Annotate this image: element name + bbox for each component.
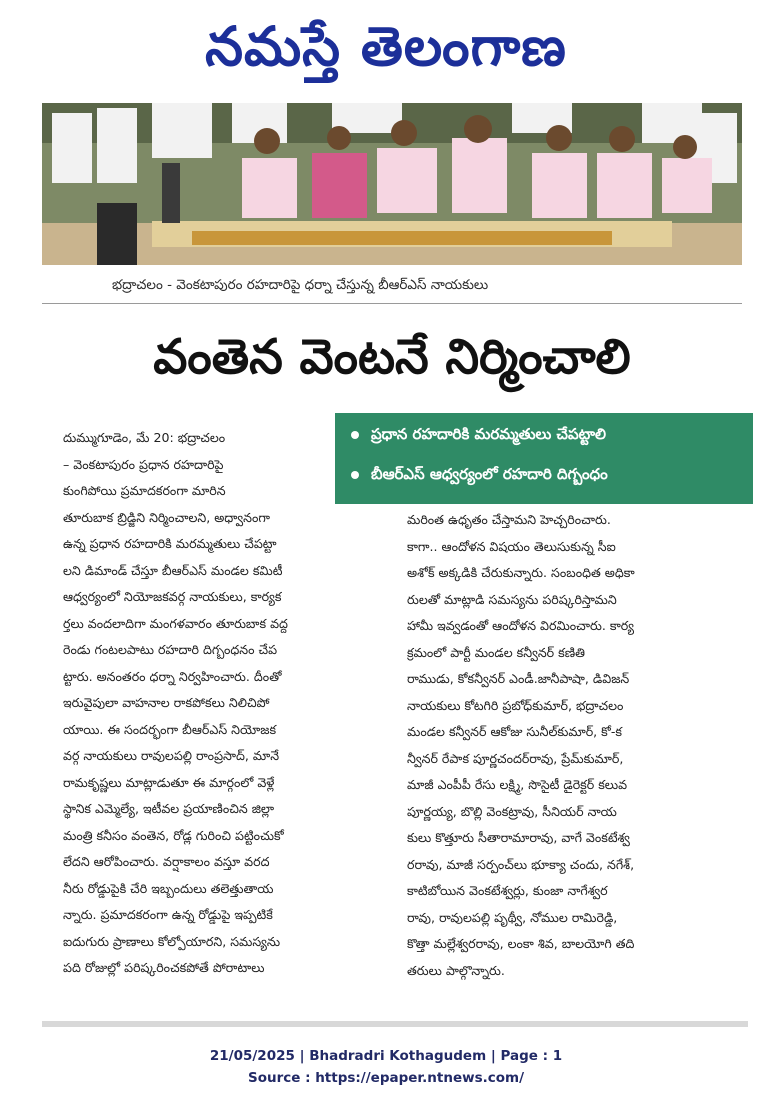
protest-photo-illustration [42, 103, 742, 265]
column1-line: తూరుబాక బ్రిడ్జిని నిర్మించాలని, అధ్వానంగా [63, 509, 270, 525]
column1-line: రామకృష్ణలు మాట్లాడుతూ ఈ మార్గంలో వెళ్లే [63, 774, 275, 790]
column1-line: – వెంకటాపురం ప్రధాన రహదారిపై [63, 456, 224, 472]
column1-line: ట్టారు. అనంతరం ధర్నా నిర్వహించారు. దీంతో [63, 668, 282, 684]
bullet-icon [351, 431, 359, 439]
subhead-1 [351, 425, 606, 447]
column2-line: క్రమంలో పార్టీ మండల కన్వీనర్ కణితి [407, 644, 585, 660]
page-footer [0, 1045, 772, 1089]
column2-line: మరింత ఉధృతం చేస్తామని హెచ్చరించారు. [407, 512, 611, 527]
column2-line: కాగా.. ఆందోళన విషయం తెలుసుకున్న సీఐ [407, 538, 616, 554]
column1-line: న్నారు. ప్రమాదకరంగా ఉన్న రోడ్డుపై ఇప్పటికే [63, 907, 273, 922]
column2-line: కులు కొత్తూరు సీతారామారావు, వాగే వెంకటేశ్వ [407, 830, 630, 845]
column1-line: పది రోజుల్లో పరిష్కరించకపోతే పోరాటాలు [63, 960, 265, 975]
column2-line: రులతో మాట్లాడి సమస్యను పరిష్కరిస్తామని [407, 591, 617, 607]
caption-divider [42, 303, 742, 304]
column1-line: ఐదుగురు ప్రాణాలు కోల్పోయారని, సమస్యను [63, 933, 281, 949]
column1-line: ర్తలు వందలాదిగా మంగళవారం తూరుబాక వద్ద [63, 615, 288, 631]
news-photo [42, 103, 742, 265]
article-headline: వంతెన వెంటనే నిర్మించాలి [153, 329, 631, 385]
column2-line: మాజీ ఎంపీపీ రేసు లక్ష్మి, సొసైటీ డైరెక్టర్ కలువ [407, 777, 628, 792]
column1-line: ఆధ్వర్యంలో నియోజకవర్గ నాయకులు, కార్యక [63, 589, 282, 604]
footer-date-edition: 21/05/2025 | Bhadradri Kothagudem | Page : 1 [209, 1048, 563, 1064]
column2-line: అశోక్ అక్కడికి చేరుకున్నారు. సంబంధిత అధికా [407, 565, 635, 580]
column1-line: స్థానిక ఎమ్మెల్యే, ఇటీవల ప్రయాణించిన జిల్లా [63, 801, 275, 816]
column2-line: రరావు, మాజీ సర్పంచ్‌లు భూక్యా చందు, నగేశ్, [407, 856, 635, 872]
subhead-2-text: బీఆర్ఎస్ ఆధ్వర్యంలో రహదారి దిగ్బంధం [371, 465, 608, 483]
column2-line: కాటిబోయిన వెంకటేశ్వర్లు, కుంజా నాగేశ్వర [407, 883, 608, 898]
column2-line: న్వీనర్ రేపాక పూర్ణచందర్‌రావు, ప్రేమ్‌కుమార్, [407, 750, 624, 766]
article-column-2 [407, 507, 745, 984]
article-bottom-bar [42, 1021, 748, 1027]
column2-line: తరులు పాల్గొన్నారు. [407, 962, 505, 978]
bullet-icon [351, 471, 359, 479]
column2-line: మండల కన్వీనర్ ఆకోజు సునీల్‌కుమార్, కో-క [407, 724, 623, 739]
column2-line: రాముడు, కోకన్వీనర్ ఎండీ.జానీపాషా, డివిజన్ [407, 671, 630, 686]
column2-line: పూర్ణయ్య, బొల్లి వెంకట్రావు, సీనియర్ నాయ [407, 803, 617, 819]
photo-caption: భద్రాచలం - వెంకటాపురం రహదారిపై ధర్నా చేస్తున్న బీఆర్ఎస్ నాయకులు [112, 277, 489, 293]
footer-source: Source : https://epaper.ntnews.com/ [247, 1070, 525, 1086]
column2-line: నాయకులు కోటగిరి ప్రబోధ్‌కుమార్, భద్రాచలం [407, 697, 624, 713]
column2-line: కొత్తా మల్లేశ్వరరావు, లంకా శివ, బాలయోగి తది [407, 936, 635, 951]
column2-line: రావు, రావులపల్లి పృథ్వీ, నోముల రామిరెడ్డి, [407, 909, 618, 925]
subheads-box [335, 413, 753, 504]
column1-line: నీరు రోడ్డుపైకి చేరి ఇబ్బందులు తలెత్తుతాయ [63, 880, 274, 896]
column1-line: లని డిమాండ్ చేస్తూ బీఆర్ఎస్ మండల కమిటీ [63, 562, 283, 578]
column1-line: రెండు గంటలపాటు రహదారి దిగ్బంధనం చేప [63, 642, 278, 657]
column1-line: దుమ్ముగూడెం, మే 20: భద్రాచలం [63, 430, 226, 445]
column1-line: మంత్రి కనీసం వంతెన, రోడ్ల గురించి పట్టించుకో [63, 827, 284, 843]
column1-line: వర్గ నాయకులు రావులపల్లి రాంప్రసాద్, మానే [63, 748, 280, 763]
subhead-2 [351, 465, 608, 487]
column1-line: కుంగిపోయి ప్రమాదకరంగా మారిన [63, 483, 226, 498]
column1-line: ఉన్న ప్రధాన రహదారికి మరమ్మతులు చేపట్టా [63, 536, 277, 551]
masthead-title: నమస్తే తెలంగాణ [205, 14, 567, 78]
column1-line: లేదని ఆరోపించారు. వర్షాకాలం వస్తూ వరద [63, 854, 270, 869]
column1-line: ఇరువైపులా వాహనాల రాకపోకలు నిలిచిపో [63, 695, 270, 710]
column1-line: యాయి. ఈ సందర్భంగా బీఆర్ఎస్ నియోజక [63, 721, 277, 737]
article-column-1 [63, 425, 333, 982]
column2-line: హామీ ఇవ్వడంతో ఆందోళన విరమించారు. కార్య [407, 618, 635, 633]
subhead-1-text: ప్రధాన రహదారికి మరమ్మతులు చేపట్టాలి [371, 425, 607, 443]
